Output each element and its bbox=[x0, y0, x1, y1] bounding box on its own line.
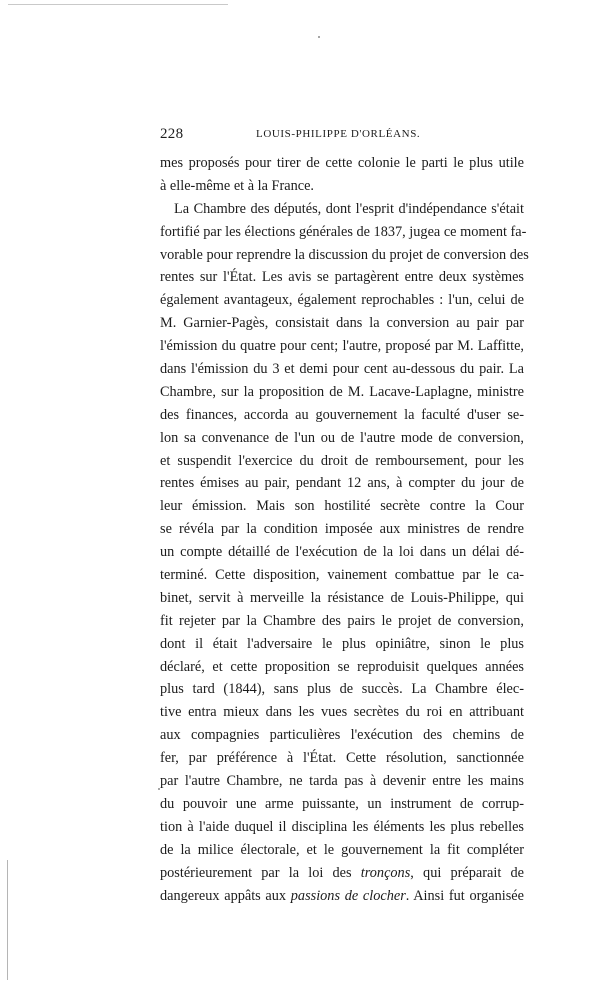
text-line: fer, par préférence à l'État. Cette résolution, sanctionnée bbox=[160, 750, 524, 767]
scan-speck bbox=[318, 36, 320, 38]
text-line: l'émission du quatre pour cent; l'autre, proposé par M. Laffitte, bbox=[160, 338, 524, 355]
text-line: plus tard (1844), sans plus de succès. La Chambre élec- bbox=[160, 681, 524, 698]
text-line: des finances, accorda au gouvernement la faculté d'user se- bbox=[160, 406, 524, 423]
text-line: se révéla par la condition imposée aux ministres de rendre bbox=[160, 521, 524, 538]
text-line: fit rejeter par la Chambre des pairs le projet de conversion, bbox=[160, 612, 524, 629]
text-line: un compte détaillé de l'exécution de la loi dans un délai dé- bbox=[160, 544, 524, 561]
text-line: dont il était l'adversaire le plus opiniâtre, sinon le plus bbox=[160, 635, 524, 652]
text-line: à elle-même et à la France. bbox=[160, 177, 314, 194]
text-line: terminé. Cette disposition, vainement combattue par le ca- bbox=[160, 567, 524, 584]
text-line bbox=[160, 862, 524, 885]
text-fragment: . Ainsi fut organisée bbox=[405, 887, 524, 904]
italic-term: passions de clocher bbox=[290, 887, 406, 904]
text-line: Chambre, sur la proposition de M. Lacave-Laplagne, ministre bbox=[160, 383, 524, 400]
text-line: rentes émises au pair, pendant 12 ans, à compter du jour de bbox=[160, 475, 524, 492]
scan-margin-rule bbox=[7, 860, 8, 980]
italic-term: tronçons bbox=[360, 864, 411, 881]
body-text bbox=[160, 152, 529, 907]
text-line: tive entra mieux dans les vues secrètes du roi en attribuant bbox=[160, 704, 524, 721]
text-fragment: postérieurement par la loi des bbox=[160, 864, 361, 881]
text-line: déclaré, et cette proposition se reproduisit quelques années bbox=[160, 658, 524, 675]
text-line: aux compagnies particulières l'exécution des chemins de bbox=[160, 727, 524, 744]
text-line: fortifié par les élections générales de 1837, jugea ce moment fa- bbox=[160, 223, 527, 240]
text-line: mes proposés pour tirer de cette colonie le parti le plus utile bbox=[160, 155, 524, 171]
text-fragment: dangereux appâts aux bbox=[160, 887, 291, 904]
text-line: dans l'émission du 3 et demi pour cent au-dessous du pair. La bbox=[160, 361, 524, 378]
text-line: binet, servit à merveille la résistance de Louis-Philippe, qui bbox=[160, 589, 524, 606]
text-line bbox=[160, 885, 524, 908]
text-line: et suspendit l'exercice du droit de remboursement, pour les bbox=[160, 452, 524, 469]
scan-mark-top bbox=[8, 4, 228, 5]
text-line: par l'autre Chambre, ne tarda pas à devenir entre les mains bbox=[160, 773, 524, 790]
page-number: 228 bbox=[160, 126, 184, 142]
text-line: du pouvoir une arme puissante, un instrument de corrup- bbox=[160, 795, 524, 812]
text-line: rentes sur l'État. Les avis se partagèrent entre deux systèmes bbox=[160, 269, 524, 286]
text-line: La Chambre des députés, dont l'esprit d'indépendance s'était bbox=[174, 200, 524, 217]
text-line: également avantageux, également reprochables : l'un, celui de bbox=[160, 292, 524, 309]
text-fragment: , qui préparait de bbox=[410, 864, 524, 881]
text-line: tion à l'aide duquel il disciplina les éléments les plus rebelles bbox=[160, 818, 524, 835]
page-header bbox=[160, 126, 524, 146]
text-line: leur émission. Mais son hostilité secrète contre la Cour bbox=[160, 498, 524, 515]
running-head: LOUIS-PHILIPPE D'ORLÉANS. bbox=[256, 128, 421, 140]
text-line: vorable pour reprendre la discussion du projet de conversion des bbox=[160, 246, 529, 263]
text-line: de la milice électorale, et le gouvernement la fit compléter bbox=[160, 841, 524, 858]
text-line: M. Garnier-Pagès, consistait dans la conversion au pair par bbox=[160, 315, 524, 332]
text-line: lon sa convenance de l'un ou de l'autre mode de conversion, bbox=[160, 429, 524, 446]
